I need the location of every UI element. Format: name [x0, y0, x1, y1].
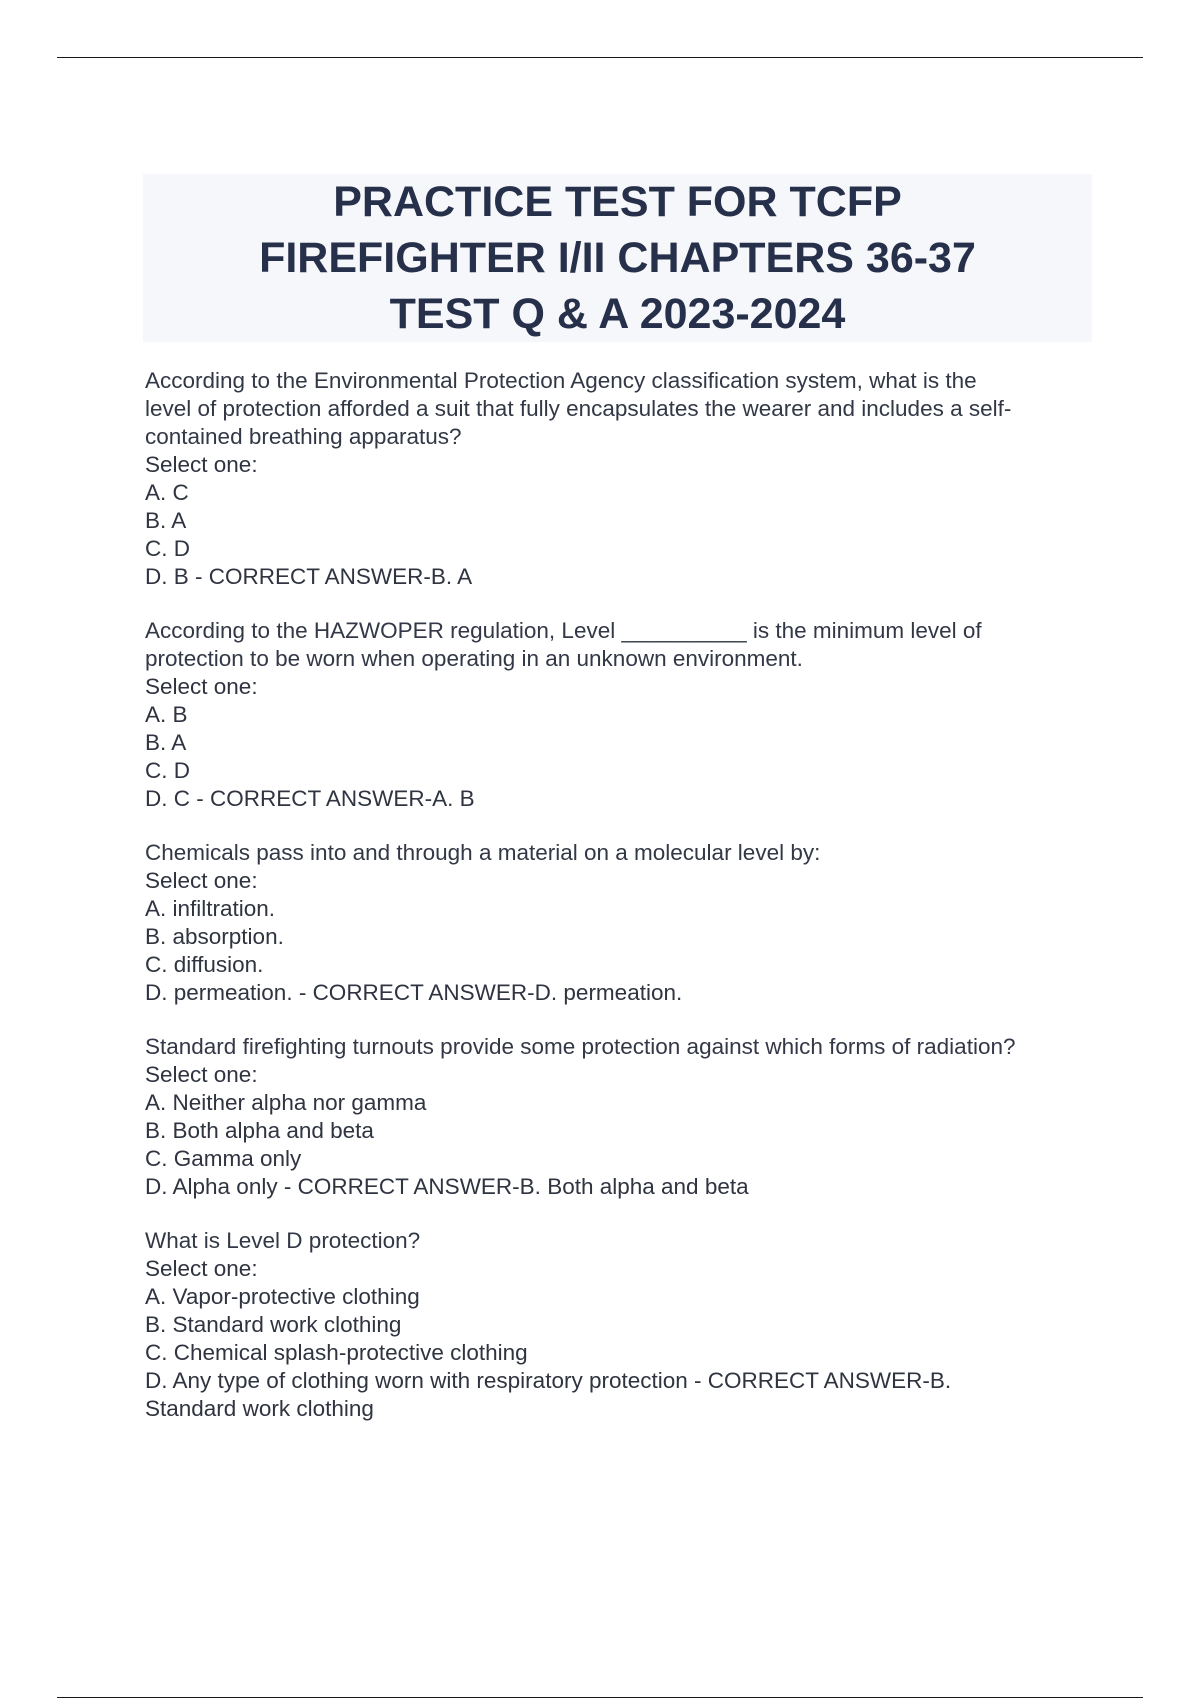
question-text: protection to be worn when operating in an unknown environment.	[145, 646, 803, 671]
select-prompt: Select one:	[145, 868, 258, 893]
question-4	[145, 1033, 1095, 1201]
answer-option: C. D	[145, 536, 190, 561]
question-text: What is Level D protection?	[145, 1228, 421, 1253]
answer-option: B. A	[145, 730, 187, 755]
answer-option-with-correct-answer: D. Alpha only - CORRECT ANSWER-B. Both alpha and beta	[145, 1174, 749, 1199]
answer-option: C. D	[145, 758, 190, 783]
answer-option: C. Gamma only	[145, 1146, 302, 1171]
bottom-rule	[57, 1697, 1143, 1698]
question-text: According to the HAZWOPER regulation, Level __________ is the minimum level of	[145, 618, 982, 643]
select-prompt: Select one:	[145, 1062, 258, 1087]
title-block	[143, 174, 1092, 342]
answer-option: A. B	[145, 702, 188, 727]
answer-option-with-correct-answer: D. Any type of clothing worn with respiratory protection - CORRECT ANSWER-B.	[145, 1368, 952, 1393]
answer-option: A. C	[145, 480, 189, 505]
top-rule	[57, 57, 1143, 58]
select-prompt: Select one:	[145, 452, 258, 477]
title-line: FIREFIGHTER I/II CHAPTERS 36-37	[259, 234, 976, 282]
answer-option: B. A	[145, 508, 187, 533]
answer-option: A. Neither alpha nor gamma	[145, 1090, 427, 1115]
answer-option: B. Standard work clothing	[145, 1312, 402, 1337]
answer-option-continuation: Standard work clothing	[145, 1396, 374, 1421]
answer-option: C. Chemical splash-protective clothing	[145, 1340, 528, 1365]
answer-option: A. infiltration.	[145, 896, 276, 921]
answer-option-with-correct-answer: D. permeation. - CORRECT ANSWER-D. permeation.	[145, 980, 683, 1005]
question-3	[145, 839, 1095, 1007]
select-prompt: Select one:	[145, 674, 258, 699]
question-5	[145, 1227, 1095, 1423]
answer-option: C. diffusion.	[145, 952, 264, 977]
questions-list	[145, 367, 1095, 1449]
answer-option-with-correct-answer: D. C - CORRECT ANSWER-A. B	[145, 786, 475, 811]
question-2	[145, 617, 1095, 813]
answer-option-with-correct-answer: D. B - CORRECT ANSWER-B. A	[145, 564, 473, 589]
question-1	[145, 367, 1095, 591]
answer-option: A. Vapor-protective clothing	[145, 1284, 420, 1309]
question-text: Standard firefighting turnouts provide some protection against which forms of radiation?	[145, 1034, 1016, 1059]
question-text: contained breathing apparatus?	[145, 424, 462, 449]
answer-option: B. absorption.	[145, 924, 284, 949]
title-line: TEST Q & A 2023-2024	[389, 290, 846, 338]
question-text: Chemicals pass into and through a material on a molecular level by:	[145, 840, 821, 865]
question-text: level of protection afforded a suit that fully encapsulates the wearer and includes a self-	[145, 396, 1012, 421]
answer-option: B. Both alpha and beta	[145, 1118, 374, 1143]
question-text: According to the Environmental Protection Agency classification system, what is the	[145, 368, 977, 393]
select-prompt: Select one:	[145, 1256, 258, 1281]
title-line: PRACTICE TEST FOR TCFP	[333, 178, 902, 226]
